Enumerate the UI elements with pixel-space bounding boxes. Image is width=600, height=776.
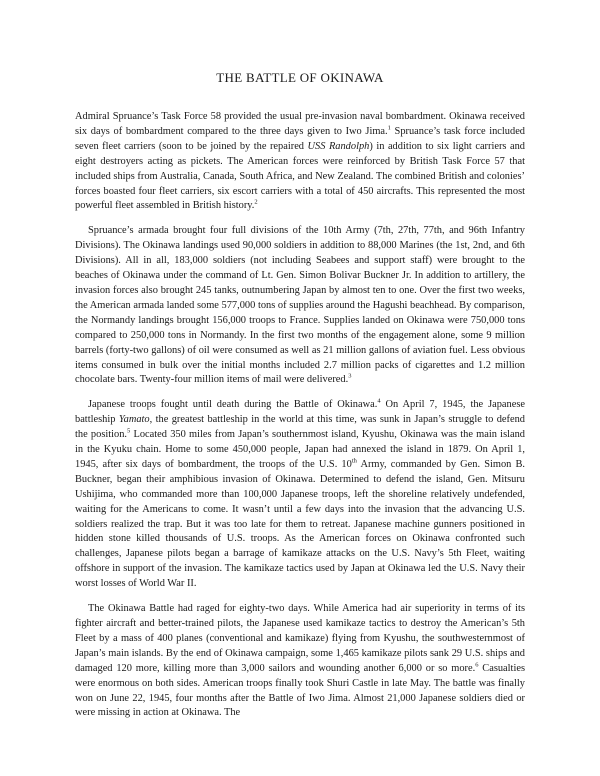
text-run: Spruance’s task force included seven fleet carriers (soon to be joined by the repaired	[75, 125, 526, 152]
text-run: , the greatest battleship in the world at this time, was sunk in Japan’s struggle to defend the position.	[75, 414, 525, 441]
paragraph-4	[75, 602, 525, 721]
text-run: Casualties were enormous on both sides. American troops finally took Shuri Castle in late May. The battle was finally won on June 22, 1945, four months after the Battle of Iwo Jima. Almost 21,000 Japanese soldiers died or were missing in action at Okinawa. The	[75, 662, 525, 719]
text-run: The Okinawa Battle had raged for eighty-two days. While America had air superiority in terms of its fighter aircraft and better-trained pilots, the Japanese used kamikaze tactics to destroy the American’s 5th Fleet by a mass of 400 planes (conventional and kamikaze) flying from Kyushu, the southwesternmost of Japan’s main islands. By the end of Okinawa campaign, some 1,465 kamikaze pilots sank 29 U.S. ships and damaged 120 more, killing more than 3,000 sailors and wounding another 6,000 or so more.	[75, 603, 525, 674]
paragraph-1	[75, 110, 525, 214]
footnote-marker: 4	[377, 397, 381, 405]
text-run: ) in addition to six light carriers and eight destroyers acting as pickets. The American forces were reinforced by British Task Force 57 that included ships from Australia, Canada, South Africa, and New Zealand. The combined British and colonies’ forces boasted four fleet carriers, six escort carriers with a total of 450 aircrafts. This represented the most powerful fleet assembled in British history.	[75, 140, 525, 212]
footnote-marker: th	[351, 457, 357, 465]
text-run: Army, commanded by Gen. Simon B. Buckner, began their amphibious invasion of Okinawa. Determined to defend the island, Gen. Mitsuru Ushijima, who commanded more than 100,000 Japanese troops, left the shoreline relatively undefended, waiting for the Americans to come. It wasn’t until a few days into the invasion that the advancing U.S. soldiers realized the trap. But it was too late for them to retreat. Japanese machine gunners positioned in hidden stone killed thousands of U.S. troops. As the American forces on Okinawa confronted such challenges, Japanese pilots began a barrage of kamikaze attacks on the U.S. Navy’s 5th Fleet, waiting offshore in support of the invasion. The kamikaze tactics used by Japan at Okinawa led the U.S. Navy their worst losses of World War II.	[75, 458, 525, 590]
italic-text: Yamato	[118, 414, 150, 426]
footnote-marker: 6	[475, 661, 479, 669]
article-body	[75, 110, 525, 731]
text-run: Admiral Spruance’s Task Force 58 provided the usual pre-invasion naval bombardment. Okinawa received six days of bombardment compared to the three days given to Iwo Jima.	[75, 111, 525, 137]
footnote-marker: 1	[387, 124, 391, 132]
footnote-marker: 2	[254, 198, 258, 206]
text-run: Japanese troops fought until death during the Battle of Okinawa.	[88, 399, 378, 411]
paragraph-3	[75, 398, 525, 592]
italic-text: USS Randolph	[307, 140, 370, 152]
text-run: Located 350 miles from Japan’s southernmost island, Kyushu, Okinawa was the main island in the Kyuku chain. Home to some 450,000 people, Japan had annexed the island in 1879. On April 1, 1945, after six days of bombardment, the troops of the U.S. 10	[75, 429, 525, 470]
footnote-marker: 5	[127, 427, 131, 435]
text-run: On April 7, 1945, the Japanese battleship	[75, 399, 525, 426]
footnote-marker: 3	[348, 372, 352, 380]
text-run: Spruance’s armada brought four full divisions of the 10th Army (7th, 27th, 77th, and 96th Infantry Divisions). The Okinawa landings used 90,000 soldiers in addition to 88,000 Marines (the 1st, 2nd, and 6th Divisions). All in all, 183,000 soldiers (not including Seabees and support staff) were brought to the beaches of Okinawa under the command of Lt. Gen. Simon Bolivar Buckner Jr. In addition to artillery, the invasion forces also brought 245 tanks, outnumbering Japan by almost ten to one. Over the first two weeks, the American armada landed some 577,000 tons of supplies around the Hagushi beachhead. By comparison, the Normandy landings brought 156,000 troops to France. Supplies landed on Okinawa were 750,000 tons compared to 250,000 tons in Normandy. In the first two months of the engagement alone, some 9 million barrels (forty-two gallons) of oil were consumed as well as 21 million gallons of aviation fuel. Less obvious items consumed in bulk over the initial months included 2.7 million packs of cigarettes and 1.2 million chocolate bars. Twenty-four million items of mail were delivered.	[75, 225, 525, 386]
paragraph-2	[75, 224, 525, 388]
page-title: THE BATTLE OF OKINAWA	[216, 70, 384, 85]
